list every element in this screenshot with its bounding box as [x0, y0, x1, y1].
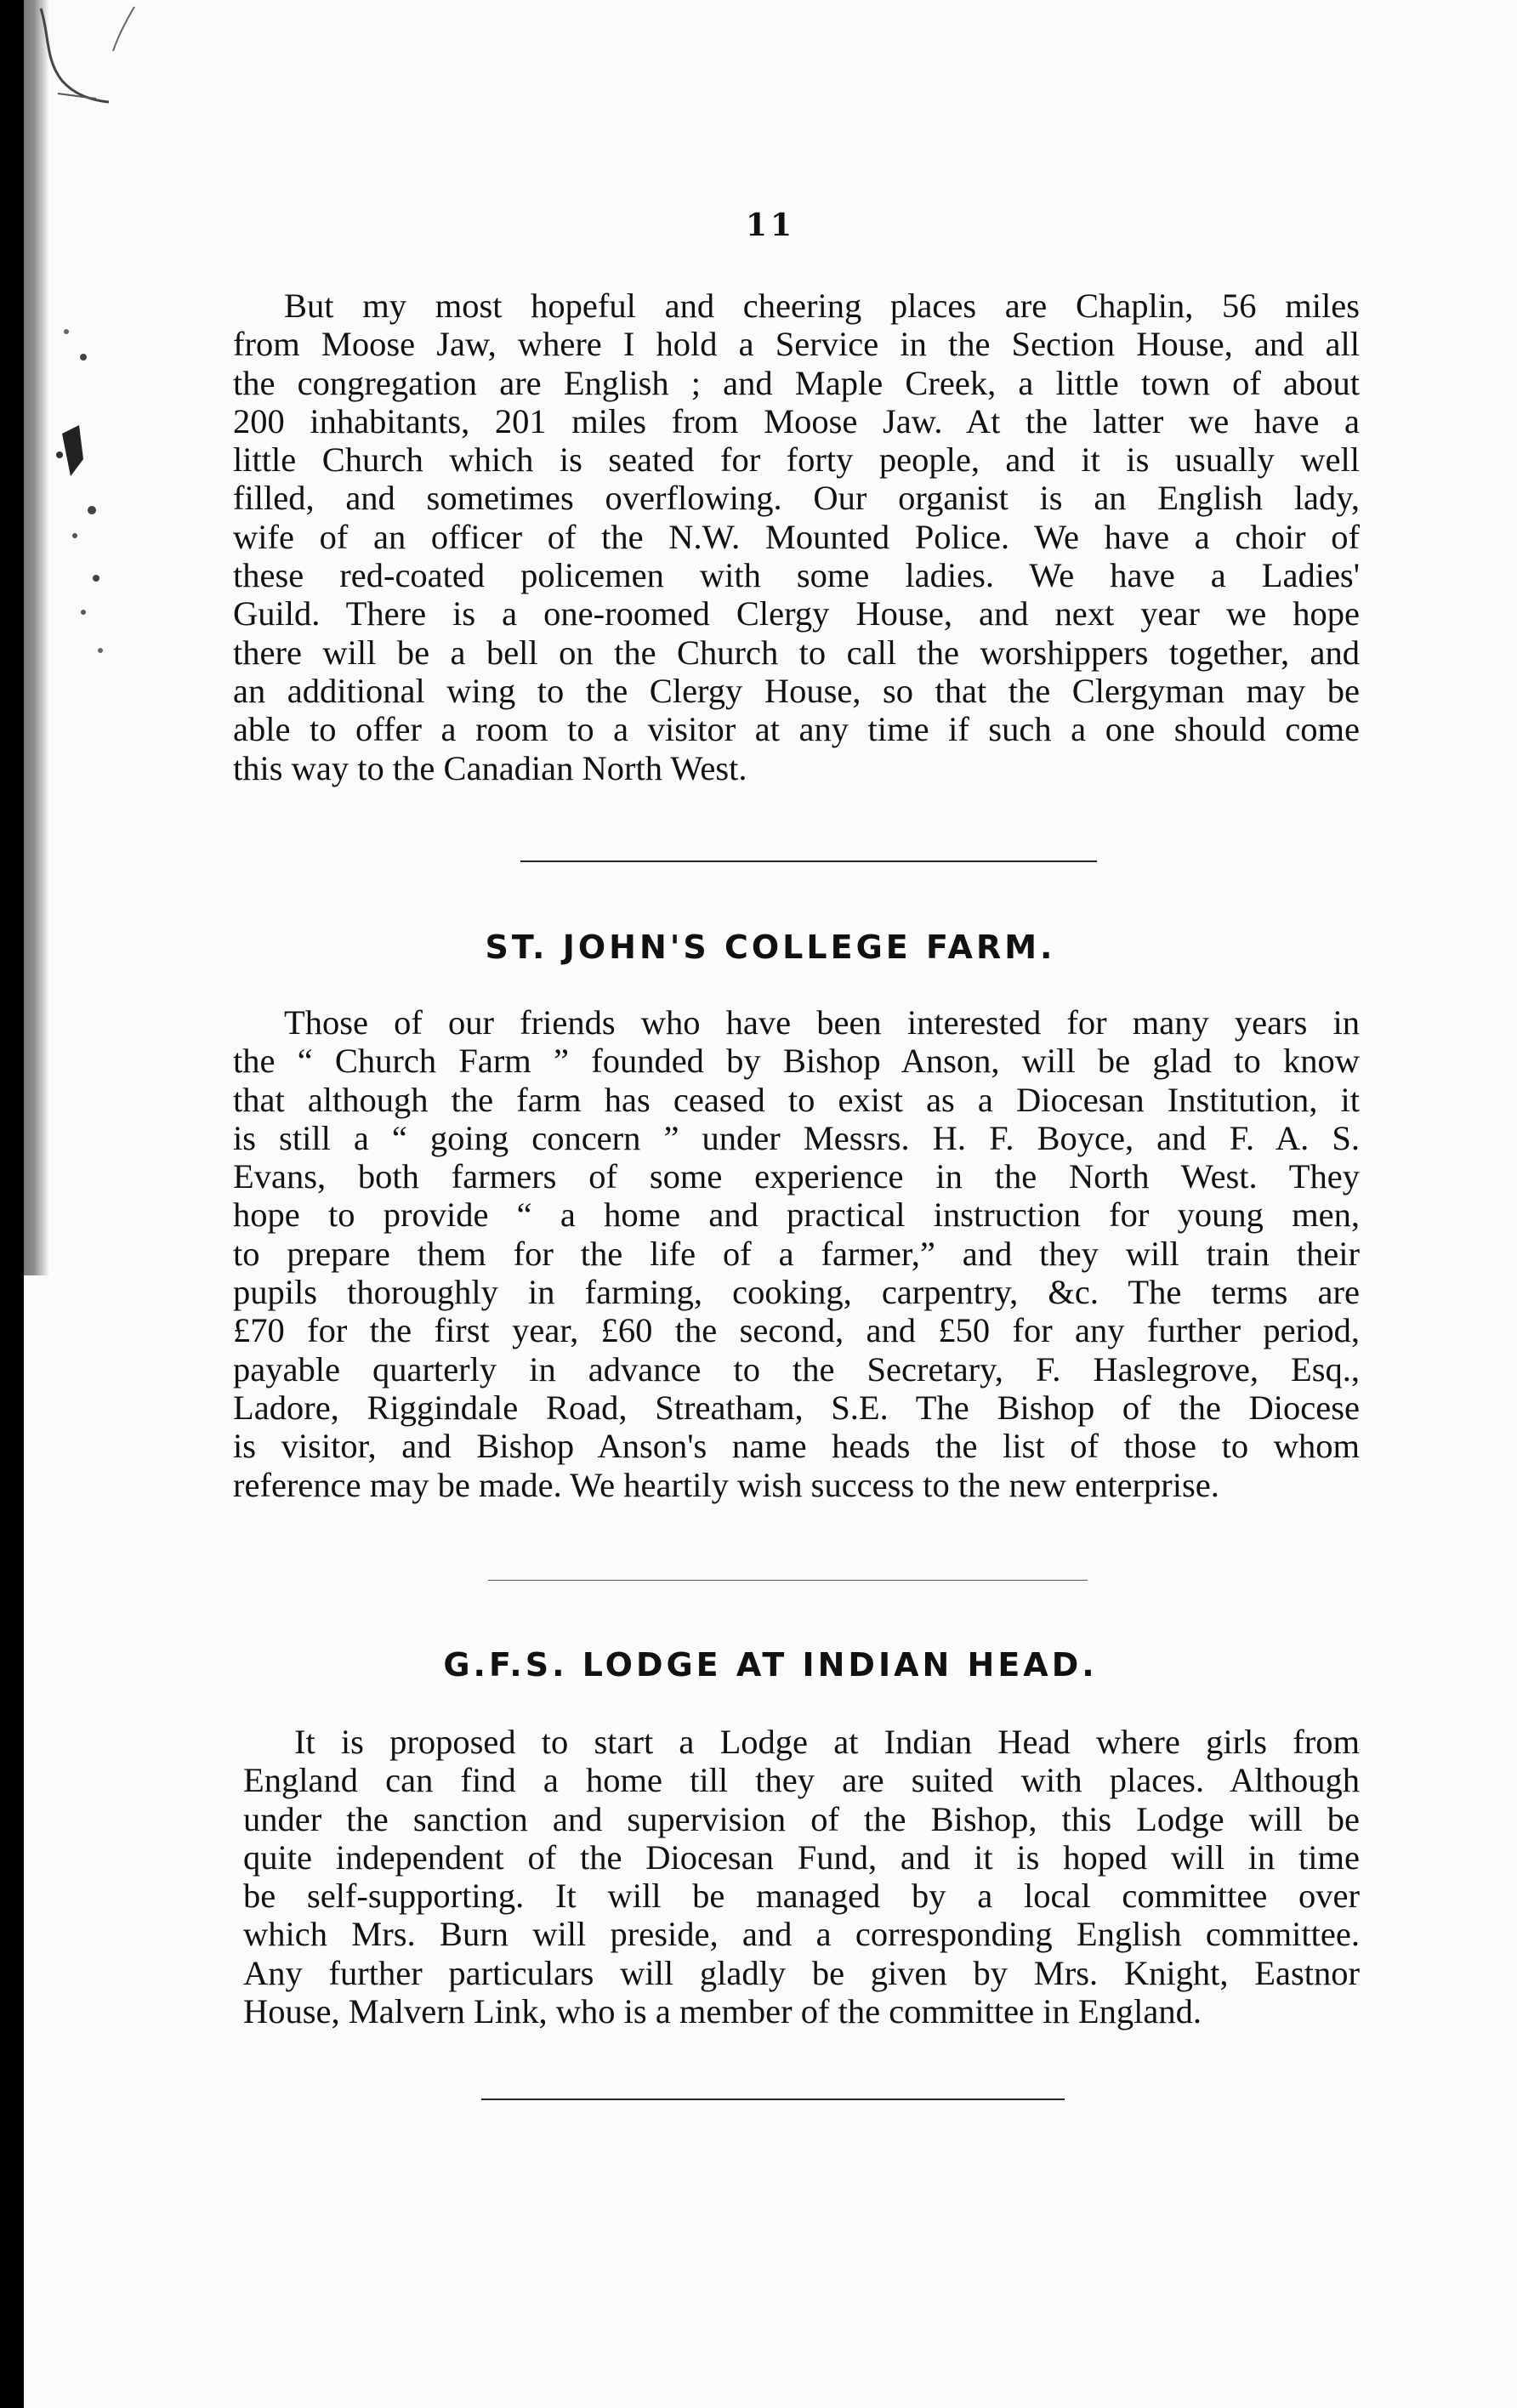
text-line: from Moose Jaw, where I hold a Service in the Section House, and all — [233, 325, 1360, 364]
text-line: that although the farm has ceased to exist as a Diocesan Institution, it — [233, 1080, 1360, 1119]
text-line: Any further particulars will gladly be given by Mrs. Knight, Eastnor — [243, 1953, 1360, 1992]
page-number: 11 — [745, 207, 796, 243]
text-line: 200 inhabitants, 201 miles from Moose Jaw. At the latter we have a — [233, 401, 1360, 440]
text-line: It is proposed to start a Lodge at Indian Head where girls from — [294, 1723, 1360, 1761]
text-line: pupils thoroughly in farming, cooking, carpentry, &c. The terms are — [233, 1273, 1360, 1312]
text-line: the congregation are English ; and Maple Creek, a little town of about — [233, 363, 1360, 402]
document-page — [24, 0, 1517, 2408]
text-line: hope to provide “ a home and practical instruction for young men, — [233, 1195, 1360, 1235]
text-line: reference may be made. We heartily wish success to the new enterprise. — [233, 1465, 1219, 1504]
text-line: these red-coated policemen with some ladies. We have a Ladies' — [233, 556, 1360, 595]
text-line: £70 for the first year, £60 the second, and £50 for any further period, — [233, 1311, 1360, 1350]
paper-speckle-marks — [49, 315, 151, 672]
text-line: filled, and sometimes overflowing. Our organist is an English lady, — [233, 479, 1360, 518]
page-binding-shadow — [24, 0, 49, 1275]
text-line: under the sanction and supervision of the Bishop, this Lodge will be — [243, 1799, 1360, 1838]
text-line: the “ Church Farm ” founded by Bishop Anson, will be glad to know — [233, 1042, 1360, 1081]
heading-gfs-lodge-indian-head: G.F.S. LODGE AT INDIAN HEAD. — [443, 1646, 1098, 1684]
heading-st-johns-college-farm: ST. JOHN'S COLLEGE FARM. — [485, 929, 1056, 966]
text-line: is still a “ going concern ” under Messrs. H. F. Boyce, and F. A. S. — [233, 1118, 1360, 1157]
text-line: payable quarterly in advance to the Secretary, F. Haslegrove, Esq., — [233, 1349, 1360, 1389]
paragraph-chaplin-maple-creek — [233, 287, 1360, 787]
paragraph-church-farm — [233, 1003, 1360, 1504]
text-line: able to offer a room to a visitor at any time if such a one should come — [233, 710, 1360, 749]
text-line: wife of an officer of the N.W. Mounted Police. We have a choir of — [233, 517, 1360, 556]
text-line: be self-supporting. It will be managed by a local committee over — [243, 1877, 1360, 1916]
text-line: little Church which is seated for forty people, and it is usually well — [233, 440, 1360, 480]
torn-corner-mark — [32, 0, 151, 111]
text-line: House, Malvern Link, who is a member of the committee in England. — [243, 1992, 1202, 2031]
text-line: Evans, both farmers of some experience in the North West. They — [233, 1157, 1360, 1196]
section-divider-2 — [488, 1580, 1088, 1581]
text-line: Those of our friends who have been interested for many years in — [284, 1003, 1360, 1042]
section-divider-1 — [520, 860, 1097, 862]
text-line: England can find a home till they are suited with places. Although — [243, 1761, 1360, 1800]
text-line: which Mrs. Burn will preside, and a corresponding English committee. — [243, 1915, 1360, 1954]
text-line: Guild. There is a one-roomed Clergy House, and next year we hope — [233, 594, 1360, 633]
text-line: this way to the Canadian North West. — [233, 748, 747, 787]
text-line: But my most hopeful and cheering places are Chaplin, 56 miles — [284, 287, 1360, 325]
paragraph-gfs-lodge — [243, 1723, 1360, 2030]
section-divider-3 — [481, 2098, 1065, 2100]
text-line: there will be a bell on the Church to call the worshippers together, and — [233, 633, 1360, 672]
text-line: to prepare them for the life of a farmer,” and they will train their — [233, 1234, 1360, 1273]
text-line: an additional wing to the Clergy House, so that the Clergyman may be — [233, 671, 1360, 710]
text-line: Ladore, Riggindale Road, Streatham, S.E. The Bishop of the Diocese — [233, 1388, 1360, 1427]
text-line: quite independent of the Diocesan Fund, and it is hoped will in time — [243, 1837, 1360, 1877]
text-line: is visitor, and Bishop Anson's name heads the list of those to whom — [233, 1427, 1360, 1466]
